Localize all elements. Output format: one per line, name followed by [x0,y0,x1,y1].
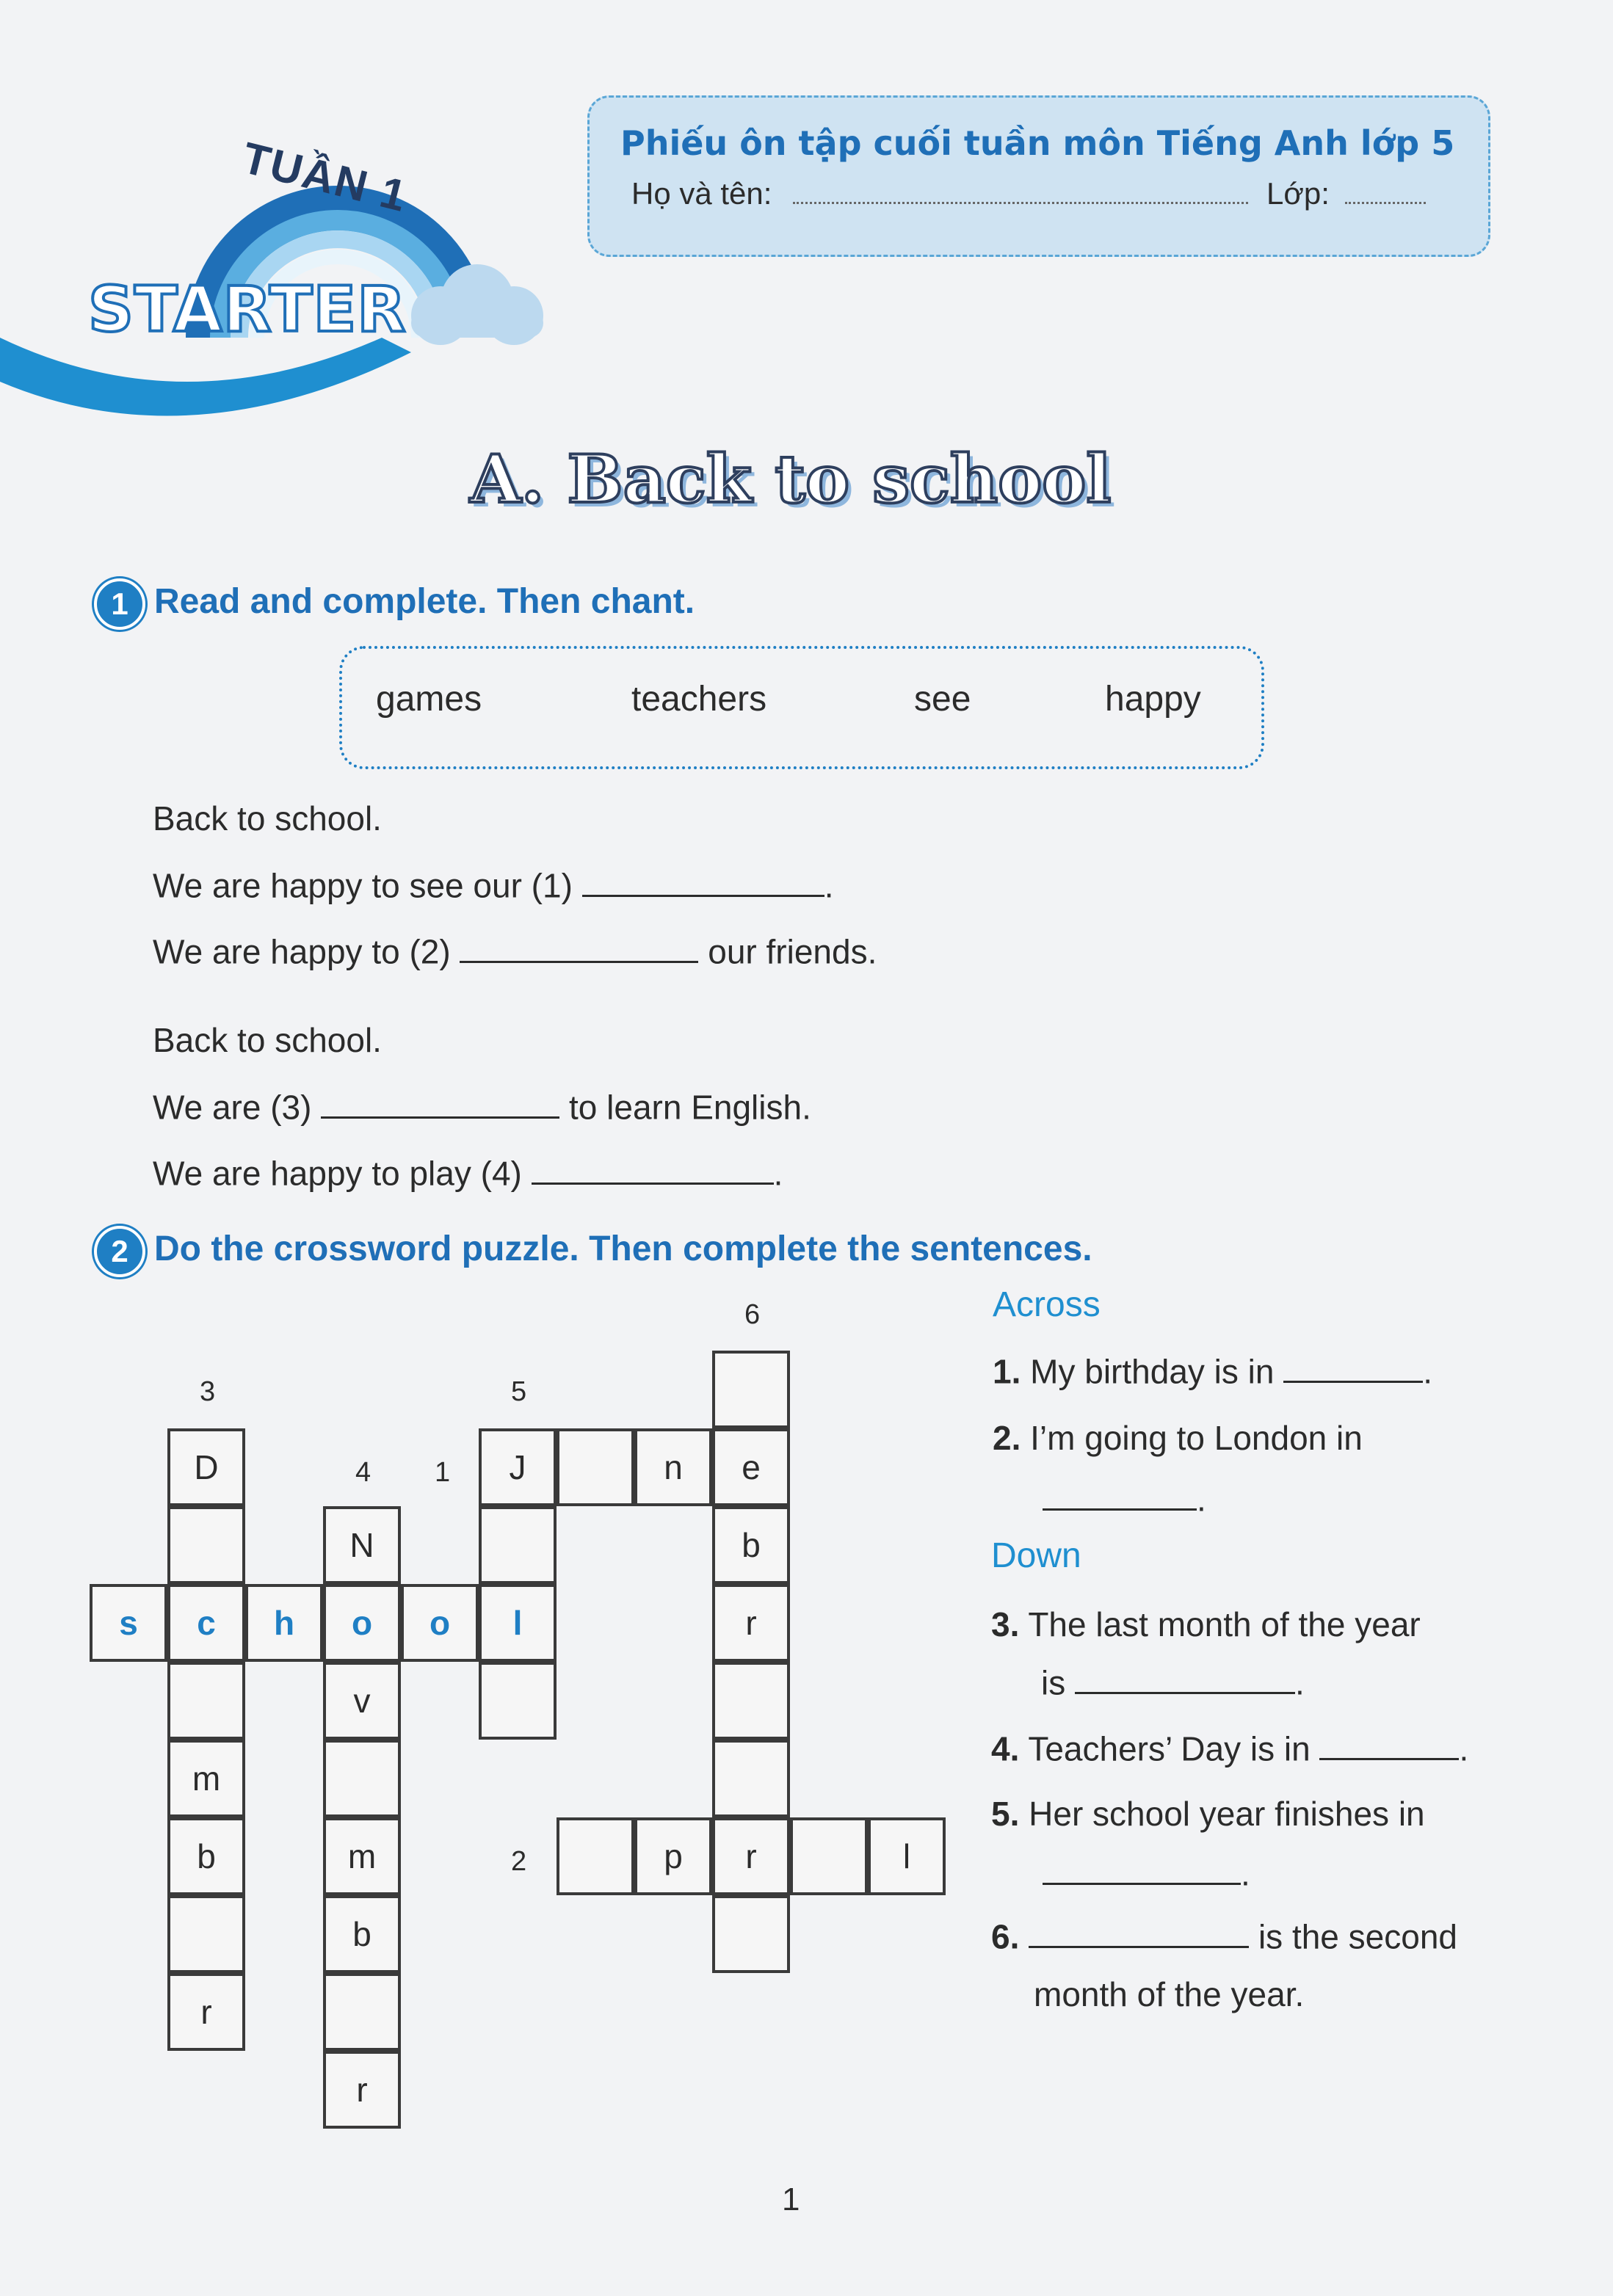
exercise-2-number: 2 [94,1226,145,1277]
page-number: 1 [782,2181,800,2217]
clue-number: 1 [435,1457,451,1488]
crossword-cell[interactable] [790,1817,868,1895]
clue-down-4: 4. Teachers’ Day is in . [991,1728,1468,1768]
crossword-cell[interactable]: m [323,1817,401,1895]
clue-number: 5 [511,1376,527,1407]
crossword-cell[interactable]: D [167,1428,245,1506]
clue-across-1: 1. My birthday is in . [993,1351,1432,1391]
crossword-cell[interactable] [323,1973,401,2051]
crossword-cell[interactable] [167,1895,245,1973]
chant-line: Back to school. [153,1021,382,1059]
chant-line: We are happy to see our (1) . [153,865,833,905]
crossword-cell[interactable]: c [167,1584,245,1662]
clue-blank[interactable] [1043,1853,1241,1885]
crossword-cell[interactable] [712,1740,790,1817]
name-label: Họ và tên: [631,176,772,211]
crossword-cell[interactable] [167,1506,245,1584]
down-heading: Down [991,1536,1081,1575]
crossword-cell[interactable] [712,1895,790,1973]
word-bank-item: happy [1105,680,1201,719]
clue-number: 2 [511,1846,527,1877]
clue-blank[interactable] [1029,1916,1249,1948]
clue-down-3: 3. The last month of the year [991,1605,1421,1643]
clue-down-5: 5. Her school year finishes in [991,1795,1425,1833]
crossword-cell[interactable]: J [479,1428,557,1506]
chant-line: Back to school. [153,799,382,838]
word-bank-item: games [376,680,482,719]
crossword-cell[interactable]: p [634,1817,712,1895]
crossword-cell[interactable]: r [167,1973,245,2051]
clue-blank[interactable] [1319,1728,1459,1760]
clue-number: 3 [200,1376,216,1407]
exercise-1-title: Read and complete. Then chant. [154,582,695,621]
exercise-1-number: 1 [94,578,145,630]
crossword-cell[interactable]: r [712,1584,790,1662]
crossword-cell[interactable]: b [323,1895,401,1973]
crossword-cell[interactable]: o [323,1584,401,1662]
crossword-cell[interactable] [557,1817,634,1895]
crossword-cell[interactable]: b [167,1817,245,1895]
crossword-cell[interactable] [712,1662,790,1740]
answer-blank-1[interactable] [582,865,824,897]
clue-blank[interactable] [1075,1662,1295,1694]
answer-blank-3[interactable] [321,1086,559,1119]
level-label: STARTER [88,273,407,346]
word-bank-item: see [914,680,971,719]
section-title: A. Back to school [470,440,1112,518]
crossword-cell[interactable] [712,1351,790,1428]
answer-blank-4[interactable] [532,1152,774,1185]
answer-blank-2[interactable] [460,931,698,963]
crossword-cell[interactable]: v [323,1662,401,1740]
crossword-cell[interactable]: s [90,1584,167,1662]
crossword-cell[interactable] [479,1506,557,1584]
crossword-cell[interactable]: n [634,1428,712,1506]
across-heading: Across [993,1285,1101,1324]
chant-line: We are happy to (2) our friends. [153,931,877,971]
clue-number: 6 [744,1299,761,1330]
clue-number: 4 [355,1457,371,1488]
crossword-cell[interactable]: r [712,1817,790,1895]
class-field[interactable] [1345,202,1426,204]
crossword-cell[interactable] [479,1662,557,1740]
crossword-cell[interactable]: e [712,1428,790,1506]
clue-across-2: 2. I’m going to London in [993,1419,1363,1457]
exercise-2-title: Do the crossword puzzle. Then complete the sentences. [154,1229,1092,1268]
chant-line: We are (3) to learn English. [153,1086,811,1127]
clue-blank[interactable] [1283,1351,1423,1383]
clue-across-2-line2: . [1043,1478,1206,1519]
crossword-cell[interactable] [323,1740,401,1817]
class-label: Lớp: [1266,176,1330,211]
week-label: TUẦN 1 [237,132,413,222]
clue-blank[interactable] [1043,1478,1197,1511]
name-field[interactable] [793,202,1248,204]
worksheet-title: Phiếu ôn tập cuối tuần môn Tiếng Anh lớp 5 [620,123,1455,163]
crossword-cell[interactable]: l [868,1817,946,1895]
word-bank-item: teachers [631,680,767,719]
crossword-cell[interactable]: r [323,2051,401,2129]
crossword-cell[interactable]: b [712,1506,790,1584]
crossword-cell[interactable]: l [479,1584,557,1662]
crossword-cell[interactable]: h [245,1584,323,1662]
crossword-cell[interactable] [167,1662,245,1740]
clue-down-6: 6. is the second [991,1916,1457,1956]
crossword-cell[interactable] [557,1428,634,1506]
clue-down-6-line2: month of the year. [1034,1975,1305,2013]
chant-line: We are happy to play (4) . [153,1152,783,1193]
clue-down-3-line2: is . [1041,1662,1305,1702]
crossword-cell[interactable]: o [401,1584,479,1662]
crossword-cell[interactable]: N [323,1506,401,1584]
crossword-cell[interactable]: m [167,1740,245,1817]
clue-down-5-line2: . [1043,1853,1250,1893]
